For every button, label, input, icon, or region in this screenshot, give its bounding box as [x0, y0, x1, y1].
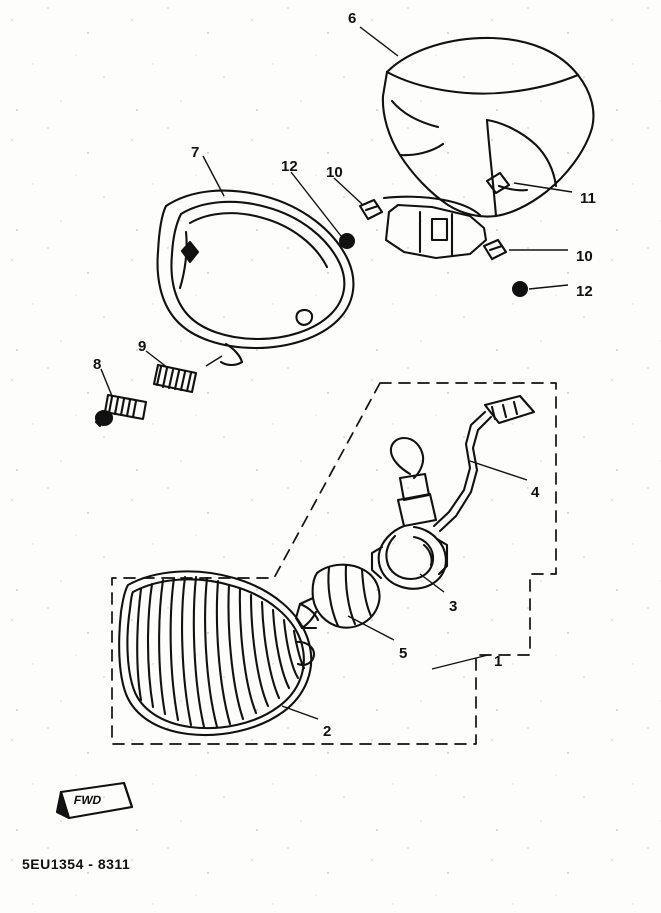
callout-9: 9: [138, 338, 147, 355]
callout-2: 2: [323, 723, 332, 740]
part-12-washer-lower: [513, 282, 527, 296]
callout-1: 1: [494, 653, 503, 670]
callout-3: 3: [449, 598, 458, 615]
callout-10-lower: 10: [576, 248, 593, 265]
callout-11: 11: [580, 190, 596, 207]
callout-12-lower: 12: [576, 283, 593, 300]
callout-5: 5: [399, 645, 408, 662]
drawing-part-code: 5EU1354 - 8311: [22, 856, 131, 872]
callout-10-upper: 10: [326, 164, 343, 181]
callout-4: 4: [531, 484, 540, 501]
callout-12-upper: 12: [281, 158, 298, 175]
callout-8: 8: [93, 356, 102, 373]
callout-6: 6: [348, 10, 357, 27]
part-12-washer-upper: [340, 234, 354, 248]
fwd-label: FWD: [72, 793, 103, 807]
callout-7: 7: [191, 144, 200, 161]
